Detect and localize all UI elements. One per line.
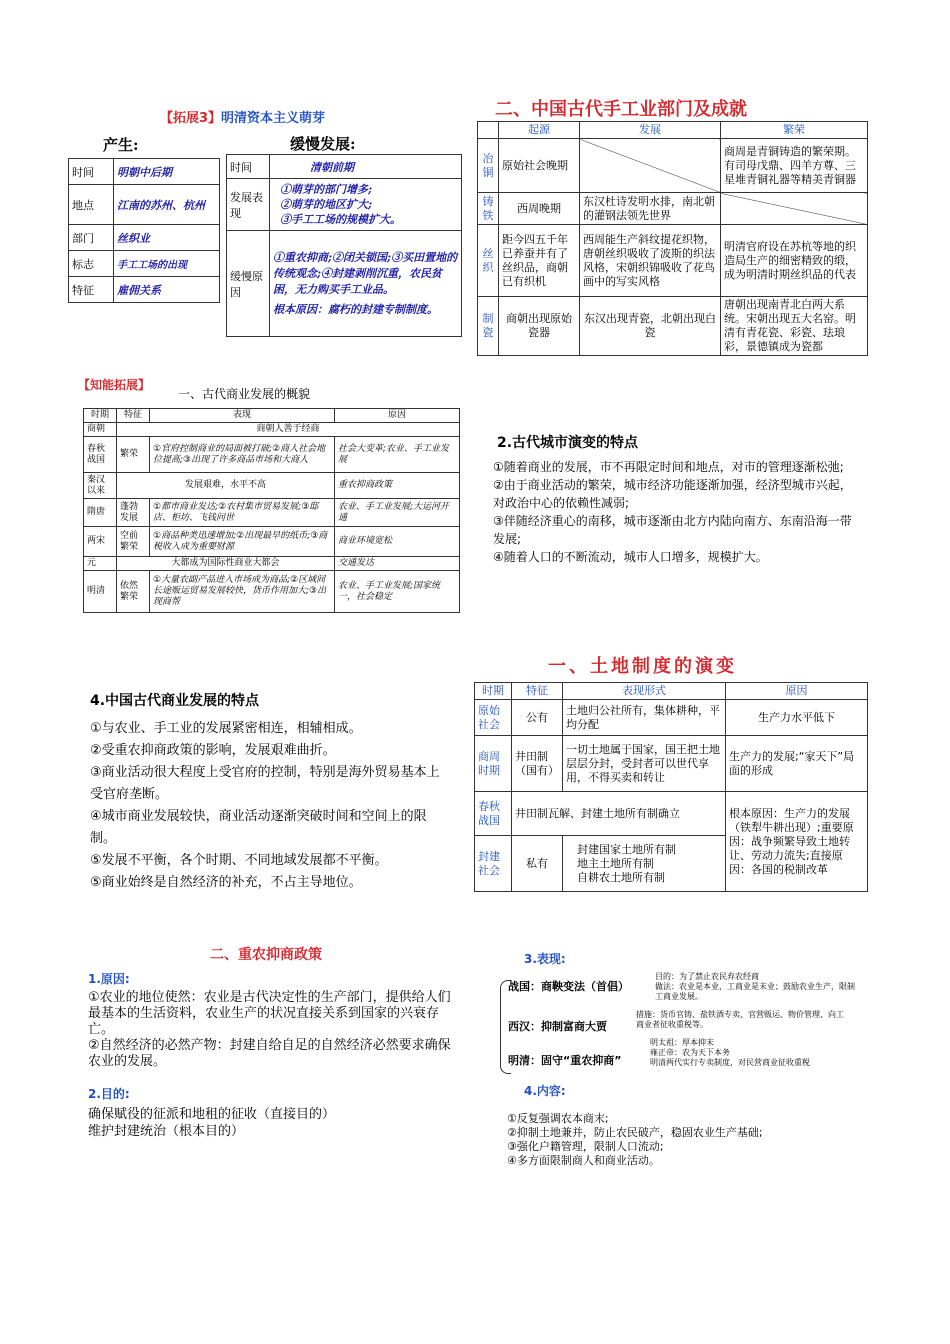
cell: 时间 — [69, 159, 114, 185]
cell: 商周是青铜铸造的繁荣期。有司母戊鼎、四羊方尊、三星堆青铜礼器等精美青铜器 — [721, 139, 868, 193]
land-table — [474, 682, 868, 892]
header: 原因 — [335, 409, 460, 423]
cell: 井田制瓦解、封建土地所有制确立 — [512, 792, 726, 836]
cell: 重农抑商政策 — [335, 473, 460, 499]
cell: 大都成为国际性商业大都会 — [117, 557, 335, 571]
perf-line: ②萌芽的地区扩大; — [280, 198, 373, 211]
header: 繁荣 — [721, 122, 868, 139]
cell: 两宋 — [84, 527, 117, 557]
cell: 原始社会 — [475, 700, 512, 736]
cell: ①都市商业发达;②农村集市贸易发展;③邸店、柜坊、飞钱问世 — [150, 499, 335, 527]
perf-item-name: 战国：商鞅变法（首倡） — [508, 980, 629, 993]
cell: 西周能生产斜纹提花织物，唐朝丝织吸收了波斯的织法风格，宋朝织锦吸收了花鸟画中的写实风格 — [580, 225, 721, 297]
cat-cell: 铸铁 — [478, 193, 499, 225]
trade-list — [90, 718, 442, 894]
reason-item: ②自然经济的必然产物：封建自给自足的自然经济必然要求确保农业的发展。 — [88, 1038, 451, 1069]
cell — [721, 193, 868, 225]
cell: 井田制（国有） — [512, 736, 563, 792]
perf-item-name: 明清：固守“重农抑商” — [508, 1054, 622, 1067]
trade-item: ③商业活动很大程度上受官府的控制，特别是海外贸易基本上受官府垄断。 — [90, 765, 440, 802]
cell: 秦汉以来 — [84, 473, 117, 499]
cell: 根本原因：生产力的发展（铁犁牛耕出现）;重要原因：战争频繁导致土地转让、劳动力流失;直接原因：各国的税制改革 — [726, 792, 868, 892]
cell: 商周时期 — [475, 736, 512, 792]
cell: 标志 — [69, 251, 114, 277]
cell: 明朝中后期 — [114, 159, 220, 185]
content-item: ①反复强调农本商末; — [507, 1112, 609, 1125]
cell: 商朝出现原始瓷器 — [499, 297, 580, 356]
cell: 交通发达 — [335, 557, 460, 571]
content-item: ③强化户籍管理，限制人口流动; — [507, 1140, 664, 1153]
cell: 春秋战国 — [84, 437, 117, 473]
perf-item-note: 措施：货币官铸、盐铁酒专卖、官营贩运、物价管理、向工商业者征收重税等。 — [636, 1010, 844, 1029]
cell: 蓬勃发展 — [117, 499, 150, 527]
trade-item: ⑤发展不平衡，各个时期、不同地域发展都不平衡。 — [90, 853, 388, 868]
city-item: ①随着商业的发展，市不再限定时间和地点，对市的管理逐渐松弛; — [493, 460, 844, 474]
ext3-heading — [160, 107, 325, 126]
perf-line: ③手工工场的规模扩大。 — [280, 213, 401, 226]
slow-label: 缓慢发展: — [290, 135, 356, 153]
cell: 发展艰难，水平不高 — [117, 473, 335, 499]
reason-item: ①农业的地位使然：农业是古代决定性的生产部门，提供给人们最基本的生活资料，农业生产的状况直接关系到国家的兴衰存亡。 — [88, 990, 451, 1037]
header: 原因 — [726, 683, 868, 700]
handicraft-title: 二、中国古代手工业部门及成就 — [495, 99, 747, 120]
commerce-table — [83, 408, 460, 613]
cell: 商朝 — [84, 423, 117, 437]
cell: 东汉杜诗发明水排，南北朝的灌钢法领先世界 — [580, 193, 721, 225]
trade-item: ⑤商业始终是自然经济的补充，不占主导地位。 — [90, 875, 362, 890]
cell: 封建国家土地所有制 地主土地所有制 自耕农土地所有制 — [563, 836, 726, 892]
cell: 江南的苏州、杭州 — [114, 185, 220, 225]
perf-item-note: 明太祖：厚本抑末 雍正帝：农为天下本务 明清两代实行专卖制度，对民营商业征收重税 — [650, 1038, 810, 1067]
slow-table — [226, 154, 462, 337]
handicraft-table — [477, 121, 868, 356]
cell: 一切土地属于国家，国王把土地层层分封，受封者可以世代享用，不得买卖和转让 — [563, 736, 726, 792]
cell — [580, 139, 721, 193]
cell: 明清 — [84, 571, 117, 613]
perf-item-note: 目的：为了禁止农民弃农经商 做法：农业是本业，工商业是末业；鼓励农业生产，限制工商业发展。 — [655, 972, 855, 1001]
policy-title: 二、重农抑商政策 — [210, 947, 322, 963]
cell: 私有 — [512, 836, 563, 892]
header: 表现 — [150, 409, 335, 423]
cell: 东汉出现青瓷，北朝出现白瓷 — [580, 297, 721, 356]
purpose-label: 2.目的: — [88, 1087, 130, 1101]
trade-item: ④城市商业发展较快，商业活动逐渐突破时间和空间上的限制。 — [90, 809, 427, 846]
city-item: ②由于商业活动的繁荣，城市经济功能逐渐加强，经济型城市兴起，对政治中心的依赖性减弱; — [493, 478, 852, 510]
commerce-title: 一、古代商业发展的概貌 — [178, 387, 311, 401]
header: 特征 — [512, 683, 563, 700]
cat-cell: 制瓷 — [478, 297, 499, 356]
header — [478, 122, 499, 139]
cell: 丝织业 — [114, 225, 220, 251]
cell: 依然繁荣 — [117, 571, 150, 613]
cell: 隋唐 — [84, 499, 117, 527]
origin-label: 产生: — [103, 136, 139, 154]
purpose-item: 维护封建统治（根本目的） — [88, 1124, 245, 1139]
cell: 手工工场的出现 — [114, 251, 220, 277]
cell: 封建社会 — [475, 836, 512, 892]
purpose-list — [88, 1106, 335, 1140]
cell: 明清官府设在苏杭等地的织造局生产的细密精致的缎，成为明清时期丝织品的代表 — [721, 225, 868, 297]
cell: 部门 — [69, 225, 114, 251]
cell: 唐朝出现南青北白两大系统。宋朝出现五大名窑。明清有青花瓷、彩瓷、珐琅彩，景德镇成为瓷都 — [721, 297, 868, 356]
reason-label: 1.原因: — [88, 972, 130, 986]
cause-text: ①重农抑商;②闭关锁国;③买田置地的传统观念;④封建剥削沉重，农民贫困，无力购买手工业品。 — [273, 250, 458, 296]
trade-item: ①与农业、手工业的发展紧密相连，相辅相成。 — [90, 721, 362, 736]
cell: 农业、手工业发展;国家统一，社会稳定 — [335, 571, 460, 613]
cell: 商业环境宽松 — [335, 527, 460, 557]
cell: 春秋战国 — [475, 792, 512, 836]
cell: 缓慢原因 — [227, 231, 270, 337]
cell: 商朝人善于经商 — [117, 423, 460, 437]
cell: 土地归公社所有，集体耕种，平均分配 — [563, 700, 726, 736]
header: 发展 — [580, 122, 721, 139]
content-item: ②抑制土地兼并，防止农民破产，稳固农业生产基础; — [507, 1126, 763, 1139]
cell: 发展表现 — [227, 179, 270, 231]
cell: 地点 — [69, 185, 114, 225]
land-title: 一、土地制度的演变 — [548, 656, 737, 677]
header: 时期 — [475, 683, 512, 700]
perf-item-name: 西汉：抑制富商大贾 — [508, 1020, 607, 1033]
cell: 社会大变革;农业、手工业发展 — [335, 437, 460, 473]
cell: ①大量农副产品进入市场成为商品;②区域间长途贩运贸易发展较快，货币作用加大;③出现商帮 — [150, 571, 335, 613]
cell: 生产力水平低下 — [726, 700, 868, 736]
cell: 时间 — [227, 155, 270, 179]
ext3-tag: 【拓展3】 — [160, 111, 222, 126]
content-label: 4.内容: — [524, 1084, 566, 1098]
knowledge-tag: 【知能拓展】 — [78, 378, 151, 392]
root-cause: 根本原因：腐朽的封建专制制度。 — [273, 302, 438, 316]
trade-title: 4.中国古代商业发展的特点 — [90, 693, 260, 709]
header: 时期 — [84, 409, 117, 423]
cell: 原始社会晚期 — [499, 139, 580, 193]
cell: 生产力的发展;“家天下”局面的形成 — [726, 736, 868, 792]
origin-table — [68, 158, 220, 303]
reason-list — [88, 990, 462, 1070]
cell: ①商品种类迅速增加;②出现最早的纸币;③商税收入成为重要财源 — [150, 527, 335, 557]
cell: 公有 — [512, 700, 563, 736]
header: 特征 — [117, 409, 150, 423]
city-list — [493, 458, 859, 566]
cat-cell: 丝织 — [478, 225, 499, 297]
perf-label: 3.表现: — [524, 952, 566, 966]
cell: 雇佣关系 — [114, 277, 220, 303]
cell — [270, 231, 462, 337]
cell: 清朝前期 — [270, 155, 462, 179]
content-list — [507, 1112, 763, 1168]
ext3-title: 明清资本主义萌芽 — [221, 111, 326, 126]
header: 起源 — [499, 122, 580, 139]
cell: 繁荣 — [117, 437, 150, 473]
cell — [270, 179, 462, 231]
cell: ①官府控制商业的局面被打破;②商人社会地位提高;③出现了许多商品市场和大商人 — [150, 437, 335, 473]
content-item: ④多方面限制商人和商业活动。 — [507, 1154, 660, 1167]
city-title: 2.古代城市演变的特点 — [497, 435, 639, 451]
header: 表现形式 — [563, 683, 726, 700]
cell: 距今四五千年已养蚕并有了丝织品，商朝已有织机 — [499, 225, 580, 297]
city-item: ④随着人口的不断流动，城市人口增多，规模扩大。 — [493, 550, 768, 564]
purpose-item: 确保赋役的征派和地租的征收（直接目的） — [88, 1107, 336, 1122]
cell: 西周晚期 — [499, 193, 580, 225]
cell: 农业、手工业发展;大运河开通 — [335, 499, 460, 527]
trade-item: ②受重农抑商政策的影响，发展艰难曲折。 — [90, 743, 336, 758]
cell: 特征 — [69, 277, 114, 303]
perf-line: ①萌芽的部门增多; — [280, 183, 373, 196]
cell: 元 — [84, 557, 117, 571]
city-item: ③伴随经济重心的南移，城市逐渐由北方内陆向南方、东南沿海一带发展; — [493, 514, 852, 546]
cell: 空前繁荣 — [117, 527, 150, 557]
cat-cell: 冶铜 — [478, 139, 499, 193]
